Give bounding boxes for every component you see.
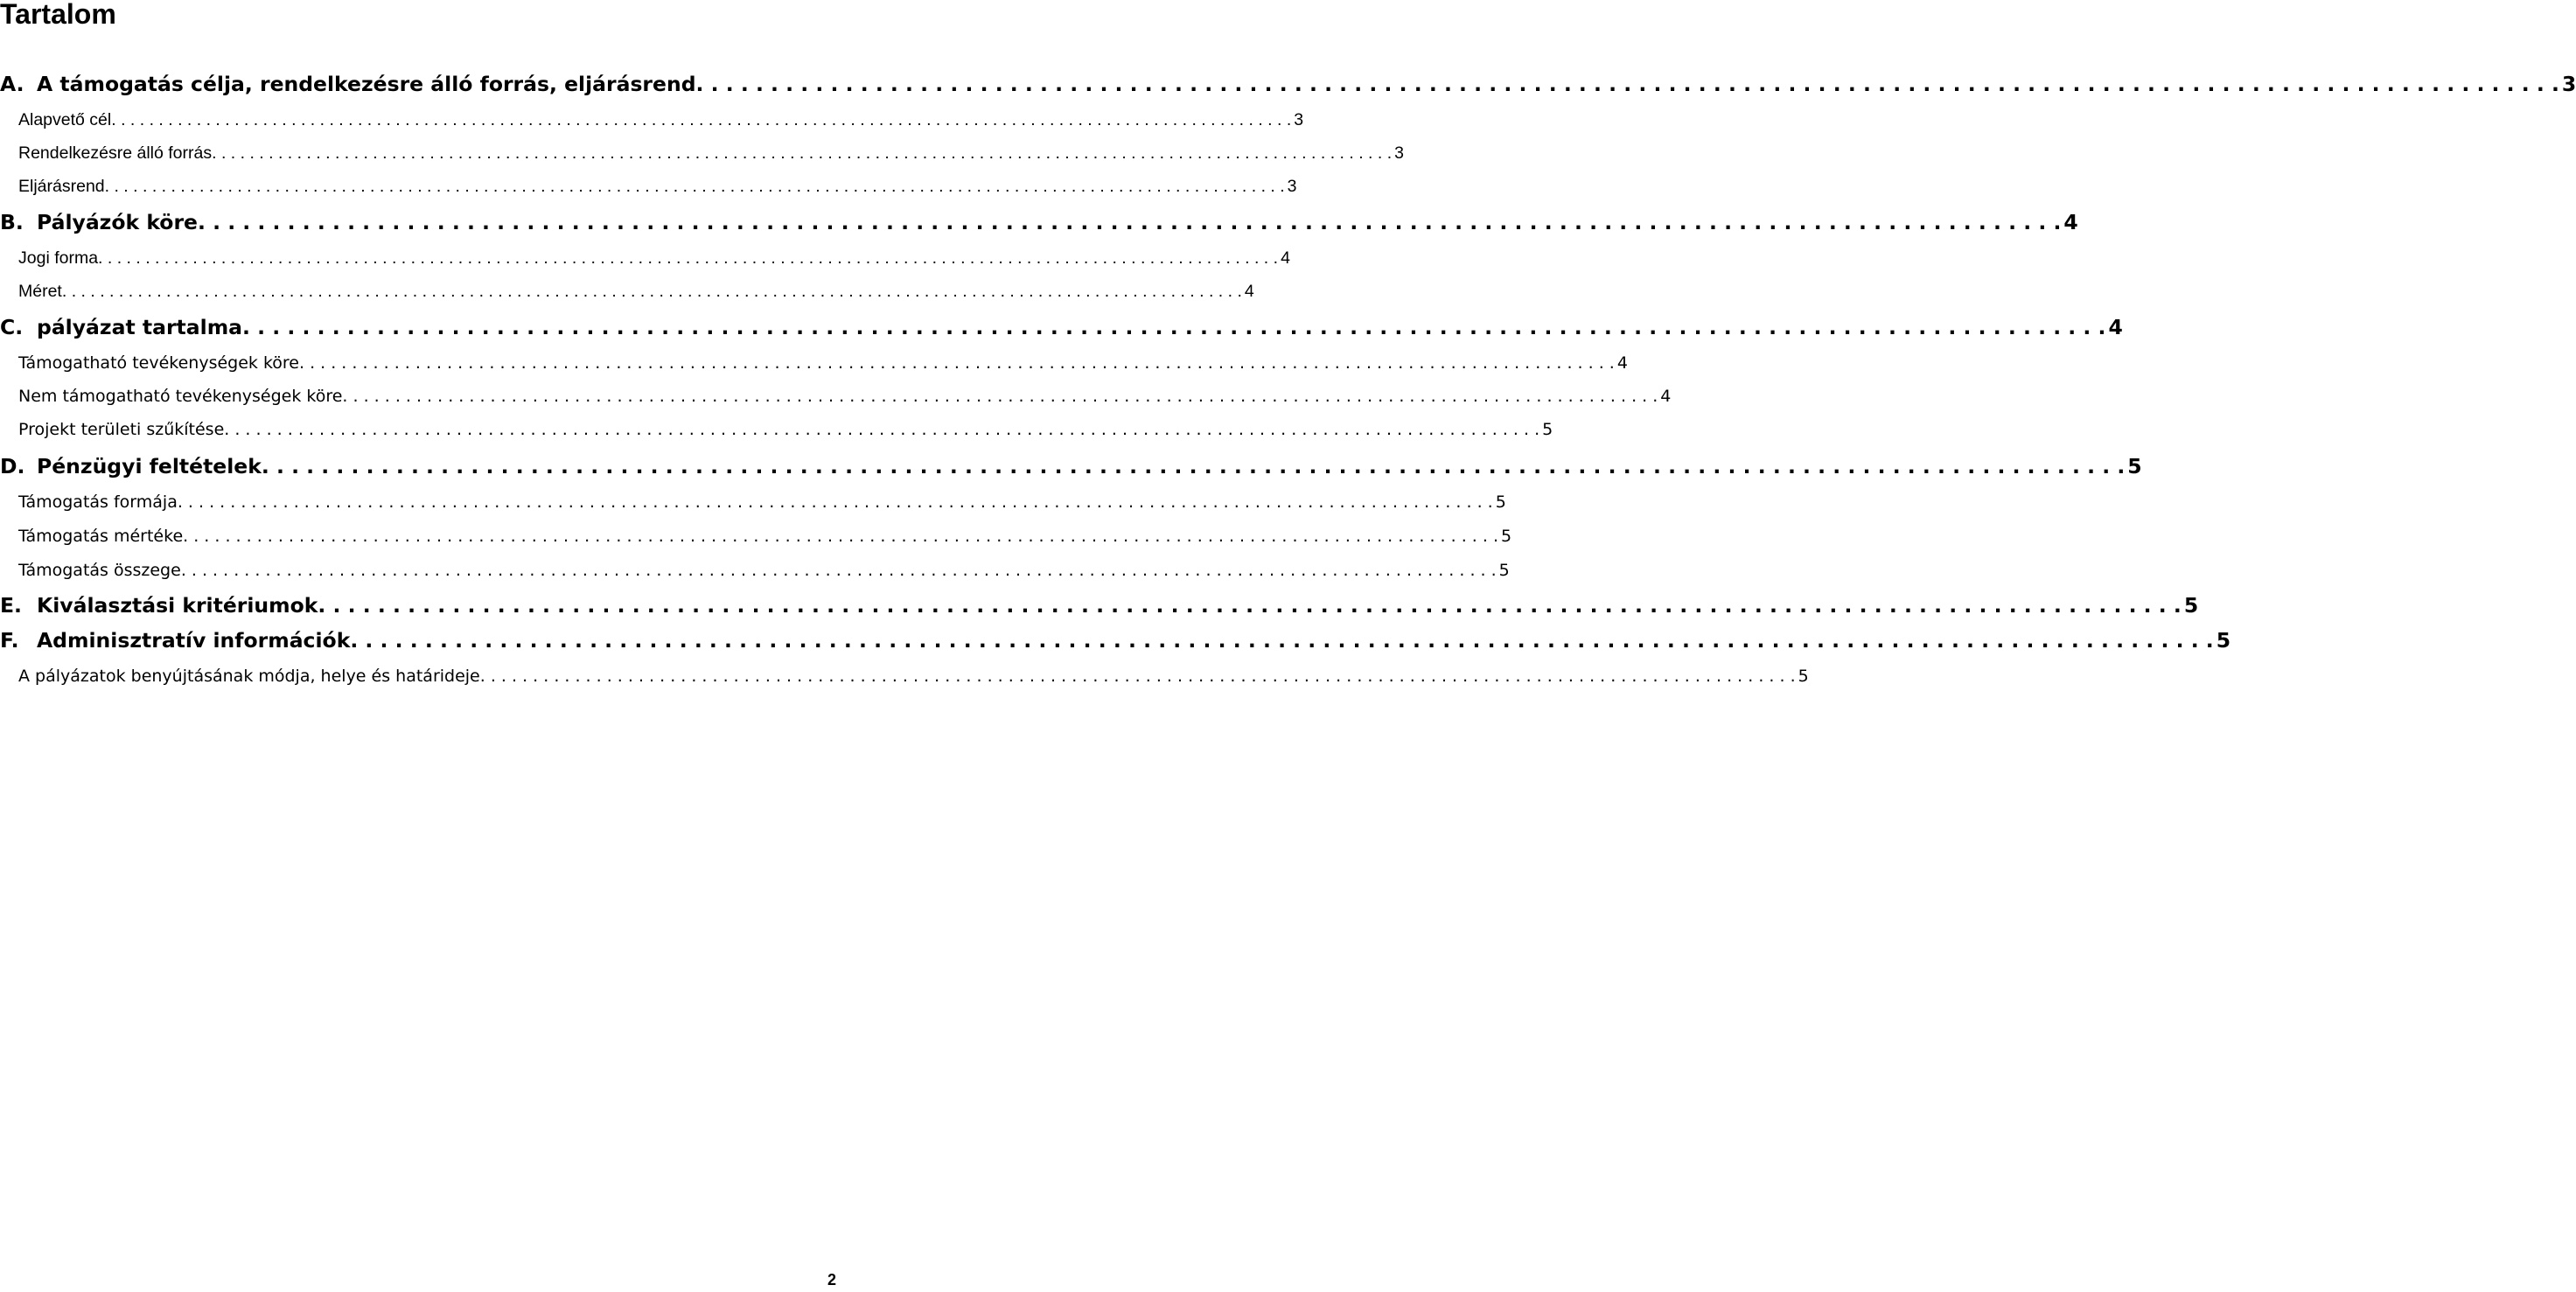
toc-title: Tartalom xyxy=(0,0,116,30)
toc-page-number: 5 xyxy=(1501,527,1512,546)
toc-section-label: Kiválasztási kritériumok xyxy=(37,593,318,618)
toc-dot-leader: . . . . . . . . . . . . . . . . . . . . . . . . . . . . . . . . . . . . . . . . . . . . . . . . . . . . . . . . . . . . . . . . . . . . . . . . . . . . . . . . . . . . . . . . . . . . . . . . . . . . . . . . . . . . . . . . . . . . . . . . . . . . . xyxy=(350,628,2214,653)
toc-section-letter: A. xyxy=(0,72,24,96)
toc-dot-leader: . . . . . . . . . . . . . . . . . . . . . . . . . . . . . . . . . . . . . . . . . . . . . . . . . . . . . . . . . . . . . . . . . . . . . . . . . . . . . . . . . . . . . . . . . . . . . . . . . . . . . . . . . . . . . . . . . . . . . . . . . . . . . xyxy=(183,527,1498,546)
toc-item-tamogatas-osszege[interactable] xyxy=(18,555,1510,582)
toc-dot-leader: . . . . . . . . . . . . . . . . . . . . . . . . . . . . . . . . . . . . . . . . . . . . . . . . . . . . . . . . . . . . . . . . . . . . . . . . . . . . . . . . . . . . . . . . . . . . . . . . . . . . . . . . . . . . . . . . . . . . . . . . . . . . . xyxy=(104,177,1285,196)
toc-page-number: 5 xyxy=(2216,628,2231,653)
toc-page-number: 4 xyxy=(1281,248,1290,268)
toc-section-e[interactable] xyxy=(0,591,2199,618)
toc-page-number: 4 xyxy=(1244,282,1254,301)
toc-section-label: Pályázók köre xyxy=(37,210,198,234)
toc-dot-leader: . . . . . . . . . . . . . . . . . . . . . . . . . . . . . . . . . . . . . . . . . . . . . . . . . . . . . . . . . . . . . . . . . . . . . . . . . . . . . . . . . . . . . . . . . . . . . . . . . . . . . . . . . . . . . . . . . . . . . . . . . . . . . xyxy=(342,387,1658,406)
toc-page-number: 4 xyxy=(2063,210,2078,234)
toc-dot-leader: . . . . . . . . . . . . . . . . . . . . . . . . . . . . . . . . . . . . . . . . . . . . . . . . . . . . . . . . . . . . . . . . . . . . . . . . . . . . . . . . . . . . . . . . . . . . . . . . . . . . . . . . . . . . . . . . . . . . . . . . . . . . . xyxy=(224,420,1540,439)
toc-dot-leader: . . . . . . . . . . . . . . . . . . . . . . . . . . . . . . . . . . . . . . . . . . . . . . . . . . . . . . . . . . . . . . . . . . . . . . . . . . . . . . . . . . . . . . . . . . . . . . . . . . . . . . . . . . . . . . . . . . . . . . . . . . . . . xyxy=(98,248,1279,268)
toc-dot-leader: . . . . . . . . . . . . . . . . . . . . . . . . . . . . . . . . . . . . . . . . . . . . . . . . . . . . . . . . . . . . . . . . . . . . . . . . . . . . . . . . . . . . . . . . . . . . . . . . . . . . . . . . . . . . . . . . . . . . . . . . . . . . . xyxy=(61,282,1242,301)
toc-dot-leader: . . . . . . . . . . . . . . . . . . . . . . . . . . . . . . . . . . . . . . . . . . . . . . . . . . . . . . . . . . . . . . . . . . . . . . . . . . . . . . . . . . . . . . . . . . . . . . . . . . . . . . . . . . . . . . . . . . . . . . . . . . . . . xyxy=(318,593,2182,618)
toc-section-letter: E. xyxy=(0,593,22,618)
toc-section-a[interactable] xyxy=(0,70,2576,96)
toc-section-b[interactable] xyxy=(0,208,2078,234)
toc-page-number: 5 xyxy=(1495,492,1506,512)
toc-dot-leader: . . . . . . . . . . . . . . . . . . . . . . . . . . . . . . . . . . . . . . . . . . . . . . . . . . . . . . . . . . . . . . . . . . . . . . . . . . . . . . . . . . . . . . . . . . . . . . . . . . . . . . . . . . . . . . . . . . . . . . . . . . . . . xyxy=(479,667,1796,686)
toc-section-letter: B. xyxy=(0,210,24,234)
toc-section-label: A támogatás célja, rendelkezésre álló forrás, eljárásrend xyxy=(37,72,696,96)
toc-item-jogi-forma[interactable] xyxy=(18,243,1290,269)
toc-item-label: Támogatás formája xyxy=(18,492,178,512)
toc-page-number: 3 xyxy=(1287,177,1297,196)
page-number: 2 xyxy=(827,1271,836,1289)
toc-section-c[interactable] xyxy=(0,313,2123,339)
toc-section-d[interactable] xyxy=(0,452,2142,478)
toc-dot-leader: . . . . . . . . . . . . . . . . . . . . . . . . . . . . . . . . . . . . . . . . . . . . . . . . . . . . . . . . . . . . . . . . . . . . . . . . . . . . . . . . . . . . . . . . . . . . . . . . . . . . . . . . . . . . . . . . . . . . . . . . . . . . . xyxy=(212,143,1393,163)
toc-item-label: A pályázatok benyújtásának módja, helye és határideje xyxy=(18,667,480,686)
toc-section-label: pályázat tartalma xyxy=(37,315,243,339)
toc-dot-leader: . . . . . . . . . . . . . . . . . . . . . . . . . . . . . . . . . . . . . . . . . . . . . . . . . . . . . . . . . . . . . . . . . . . . . . . . . . . . . . . . . . . . . . . . . . . . . . . . . . . . . . . . . . . . . . . . . . . . . . . . . . . . . xyxy=(242,315,2106,339)
toc-dot-leader: . . . . . . . . . . . . . . . . . . . . . . . . . . . . . . . . . . . . . . . . . . . . . . . . . . . . . . . . . . . . . . . . . . . . . . . . . . . . . . . . . . . . . . . . . . . . . . . . . . . . . . . . . . . . . . . . . . . . . . . . . . . . . xyxy=(695,72,2559,96)
toc-item-alapveto-cel[interactable] xyxy=(18,105,1304,131)
toc-dot-leader: . . . . . . . . . . . . . . . . . . . . . . . . . . . . . . . . . . . . . . . . . . . . . . . . . . . . . . . . . . . . . . . . . . . . . . . . . . . . . . . . . . . . . . . . . . . . . . . . . . . . . . . . . . . . . . . . . . . . . . . . . . . . . xyxy=(111,110,1292,129)
toc-item-tamogatas-merteke[interactable] xyxy=(18,521,1512,548)
toc-item-label: Alapvető cél xyxy=(18,110,112,129)
toc-item-label: Jogi forma xyxy=(18,248,99,268)
toc-page-number: 5 xyxy=(1798,667,1809,686)
toc-section-label: Adminisztratív információk xyxy=(37,628,351,653)
toc-item-label: Nem támogatható tevékenységek köre xyxy=(18,387,343,406)
toc-page-number: 5 xyxy=(1542,420,1553,439)
toc-page-number: 5 xyxy=(2127,454,2142,478)
toc-item-label: Támogatás mértéke xyxy=(18,527,184,546)
toc-section-label: Pénzügyi feltételek xyxy=(37,454,262,478)
toc-item-projekt-teruleti-szukitese[interactable] xyxy=(18,415,1553,441)
toc-section-letter: D. xyxy=(0,454,25,478)
toc-item-tamogathato-tevekenysegek-kore[interactable] xyxy=(18,348,1628,374)
toc-item-palyazatok-benyujtasanak-modja[interactable] xyxy=(18,661,1809,688)
toc-item-label: Rendelkezésre álló forrás xyxy=(18,143,213,163)
toc-section-f[interactable] xyxy=(0,626,2231,653)
toc-dot-leader: . . . . . . . . . . . . . . . . . . . . . . . . . . . . . . . . . . . . . . . . . . . . . . . . . . . . . . . . . . . . . . . . . . . . . . . . . . . . . . . . . . . . . . . . . . . . . . . . . . . . . . . . . . . . . . . . . . . . . . . . . . . . . xyxy=(261,454,2126,478)
toc-page-number: 4 xyxy=(1660,387,1672,406)
toc-page-number: 3 xyxy=(1394,143,1404,163)
toc-page-number: 3 xyxy=(1294,110,1304,129)
toc-dot-leader: . . . . . . . . . . . . . . . . . . . . . . . . . . . . . . . . . . . . . . . . . . . . . . . . . . . . . . . . . . . . . . . . . . . . . . . . . . . . . . . . . . . . . . . . . . . . . . . . . . . . . . . . . . . . . . . . . . . . . . . . . . . . . xyxy=(298,353,1615,373)
toc-item-rendelkezesre-allo-forras[interactable] xyxy=(18,138,1404,164)
toc-item-label: Méret xyxy=(18,282,62,301)
toc-item-label: Támogatható tevékenységek köre xyxy=(18,353,299,373)
toc-page-number: 4 xyxy=(2108,315,2123,339)
toc-section-letter: C. xyxy=(0,315,24,339)
toc-section-letter: F. xyxy=(0,628,19,653)
toc-item-nem-tamogathato-tevekenysegek-kore[interactable] xyxy=(18,381,1672,408)
toc-item-label: Eljárásrend xyxy=(18,177,105,196)
toc-page-number: 5 xyxy=(1498,561,1510,580)
toc-item-label: Támogatás összege xyxy=(18,561,181,580)
toc-dot-leader: . . . . . . . . . . . . . . . . . . . . . . . . . . . . . . . . . . . . . . . . . . . . . . . . . . . . . . . . . . . . . . . . . . . . . . . . . . . . . . . . . . . . . . . . . . . . . . . . . . . . . . . . . . . . . . . . . . . . . . . . . . . . . xyxy=(180,561,1497,580)
toc-item-label: Projekt területi szűkítése xyxy=(18,420,225,439)
toc-item-eljarasrend[interactable] xyxy=(18,171,1297,198)
toc-item-meret[interactable] xyxy=(18,276,1254,303)
toc-dot-leader: . . . . . . . . . . . . . . . . . . . . . . . . . . . . . . . . . . . . . . . . . . . . . . . . . . . . . . . . . . . . . . . . . . . . . . . . . . . . . . . . . . . . . . . . . . . . . . . . . . . . . . . . . . . . . . . . . . . . . . . . . . . . . xyxy=(197,210,2062,234)
toc-item-tamogatas-formaja[interactable] xyxy=(18,487,1506,513)
toc-page-number: 4 xyxy=(1616,353,1628,373)
toc-page-number: 3 xyxy=(2561,72,2576,96)
toc-page-number: 5 xyxy=(2183,593,2199,618)
toc-dot-leader: . . . . . . . . . . . . . . . . . . . . . . . . . . . . . . . . . . . . . . . . . . . . . . . . . . . . . . . . . . . . . . . . . . . . . . . . . . . . . . . . . . . . . . . . . . . . . . . . . . . . . . . . . . . . . . . . . . . . . . . . . . . . . xyxy=(177,492,1493,512)
